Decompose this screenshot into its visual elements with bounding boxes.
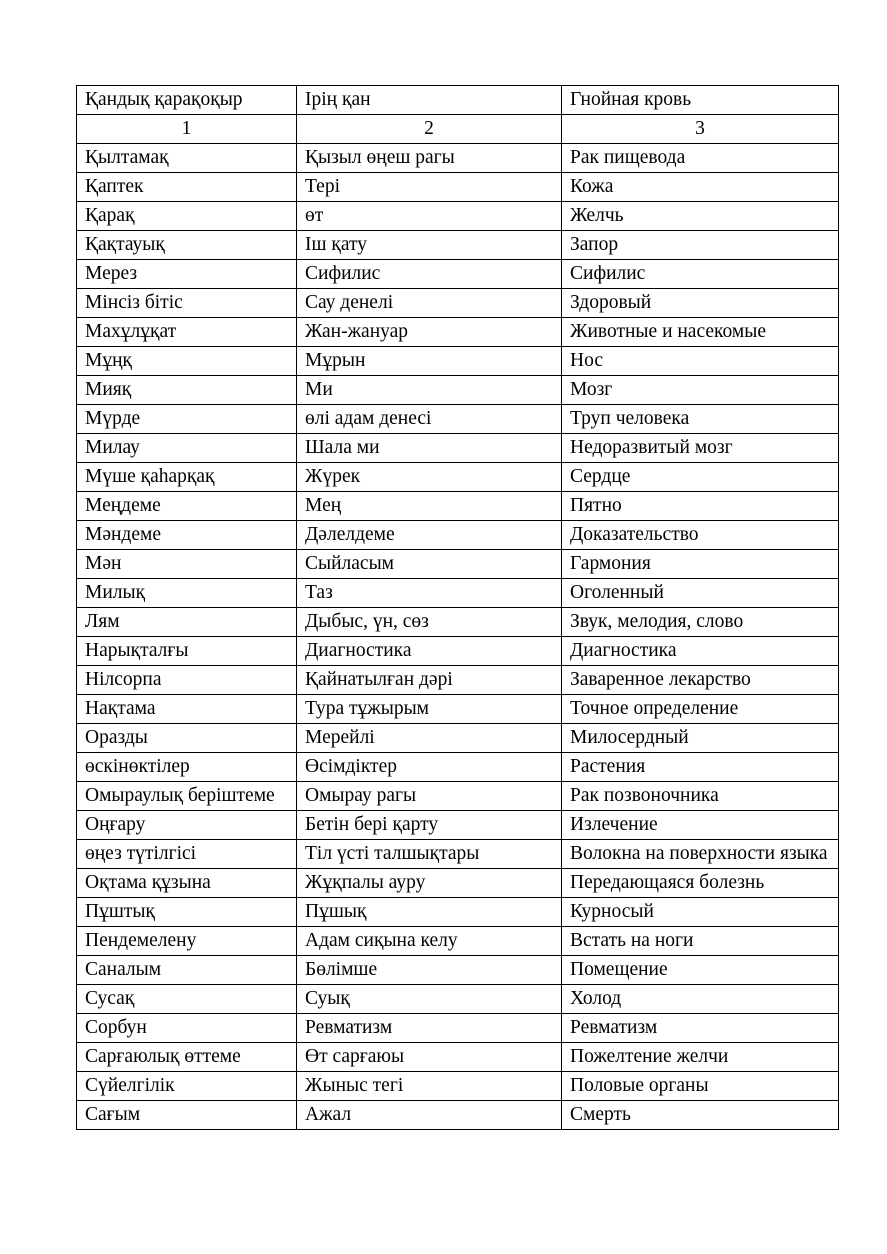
cell-kazakh-term: Омыраулық беріштеме (77, 782, 297, 811)
column-number-1: 1 (77, 115, 297, 144)
table-row (77, 376, 839, 405)
cell-russian-meaning: Рак позвоночника (562, 782, 839, 811)
cell-russian-meaning: Встать на ноги (562, 927, 839, 956)
column-number-2: 2 (297, 115, 562, 144)
cell-kazakh-meaning: Адам сиқына келу (297, 927, 562, 956)
cell-kazakh-meaning: Дыбыс, үн, сөз (297, 608, 562, 637)
glossary-table-body (77, 86, 839, 1130)
cell-kazakh-meaning: Сау денелі (297, 289, 562, 318)
table-row (77, 666, 839, 695)
cell-kazakh-meaning: Қызыл өңеш рагы (297, 144, 562, 173)
table-row (77, 985, 839, 1014)
table-row (77, 637, 839, 666)
cell-kazakh-meaning: Ажал (297, 1101, 562, 1130)
cell-kazakh-term: Оқтама құзына (77, 869, 297, 898)
table-row (77, 579, 839, 608)
cell-russian-meaning: Кожа (562, 173, 839, 202)
cell-russian-meaning: Излечение (562, 811, 839, 840)
cell-kazakh-meaning: Пұшық (297, 898, 562, 927)
table-row (77, 898, 839, 927)
cell-russian-meaning: Заваренное лекарство (562, 666, 839, 695)
table-row (77, 260, 839, 289)
cell-russian-meaning: Нос (562, 347, 839, 376)
header-cell-kazakh-meaning: Ірің қан (297, 86, 562, 115)
table-row (77, 1043, 839, 1072)
table-row (77, 724, 839, 753)
cell-russian-meaning: Милосердный (562, 724, 839, 753)
cell-kazakh-term: өңез түтілгісі (77, 840, 297, 869)
cell-kazakh-meaning: Мерейлі (297, 724, 562, 753)
cell-russian-meaning: Оголенный (562, 579, 839, 608)
table-row (77, 811, 839, 840)
cell-russian-meaning: Желчь (562, 202, 839, 231)
cell-russian-meaning: Запор (562, 231, 839, 260)
cell-russian-meaning: Пятно (562, 492, 839, 521)
cell-kazakh-meaning: Мұрын (297, 347, 562, 376)
cell-kazakh-term: Қарақ (77, 202, 297, 231)
cell-kazakh-meaning: Таз (297, 579, 562, 608)
cell-kazakh-meaning: Жұқпалы ауру (297, 869, 562, 898)
cell-russian-meaning: Гармония (562, 550, 839, 579)
cell-kazakh-term: Лям (77, 608, 297, 637)
cell-kazakh-term: Сарғаюлық өттеме (77, 1043, 297, 1072)
cell-kazakh-term: Нарықталғы (77, 637, 297, 666)
table-row (77, 347, 839, 376)
cell-kazakh-term: Сусақ (77, 985, 297, 1014)
cell-kazakh-term: Мәндеме (77, 521, 297, 550)
cell-kazakh-meaning: Жүрек (297, 463, 562, 492)
cell-kazakh-meaning: Бөлімше (297, 956, 562, 985)
cell-kazakh-term: өскінөктілер (77, 753, 297, 782)
table-row (77, 144, 839, 173)
cell-russian-meaning: Животные и насекомые (562, 318, 839, 347)
cell-kazakh-meaning: Шала ми (297, 434, 562, 463)
table-row (77, 434, 839, 463)
cell-kazakh-meaning: Суық (297, 985, 562, 1014)
table-row (77, 927, 839, 956)
table-row (77, 463, 839, 492)
cell-russian-meaning: Диагностика (562, 637, 839, 666)
cell-kazakh-meaning: Тура тұжырым (297, 695, 562, 724)
column-number-3: 3 (562, 115, 839, 144)
table-row (77, 869, 839, 898)
cell-russian-meaning: Холод (562, 985, 839, 1014)
table-row (77, 492, 839, 521)
cell-kazakh-term: Саналым (77, 956, 297, 985)
header-cell-kazakh-term: Қандық қарақоқыр (77, 86, 297, 115)
cell-kazakh-meaning: Бетін бері қарту (297, 811, 562, 840)
glossary-table (76, 85, 839, 1130)
cell-kazakh-term: Сорбун (77, 1014, 297, 1043)
cell-russian-meaning: Помещение (562, 956, 839, 985)
cell-kazakh-meaning: Іш қату (297, 231, 562, 260)
cell-kazakh-term: Нақтама (77, 695, 297, 724)
cell-kazakh-term: Мұңқ (77, 347, 297, 376)
table-row (77, 753, 839, 782)
cell-kazakh-term: Пендемелену (77, 927, 297, 956)
table-row (77, 782, 839, 811)
cell-russian-meaning: Смерть (562, 1101, 839, 1130)
cell-russian-meaning: Рак пищевода (562, 144, 839, 173)
cell-russian-meaning: Сифилис (562, 260, 839, 289)
cell-russian-meaning: Звук, мелодия, слово (562, 608, 839, 637)
cell-kazakh-term: Милау (77, 434, 297, 463)
header-cell-russian-meaning: Гнойная кровь (562, 86, 839, 115)
cell-kazakh-term: Мүрде (77, 405, 297, 434)
cell-russian-meaning: Передающаяся болезнь (562, 869, 839, 898)
cell-russian-meaning: Ревматизм (562, 1014, 839, 1043)
cell-kazakh-meaning: Мең (297, 492, 562, 521)
cell-kazakh-meaning: Сыйласым (297, 550, 562, 579)
cell-russian-meaning: Точное определение (562, 695, 839, 724)
cell-kazakh-meaning: Қайнатылған дәрі (297, 666, 562, 695)
cell-russian-meaning: Мозг (562, 376, 839, 405)
cell-kazakh-meaning: Өт сарғаюы (297, 1043, 562, 1072)
table-row (77, 550, 839, 579)
table-row (77, 521, 839, 550)
cell-kazakh-meaning: Ревматизм (297, 1014, 562, 1043)
table-row (77, 1101, 839, 1130)
table-row (77, 318, 839, 347)
cell-kazakh-term: Оразды (77, 724, 297, 753)
cell-kazakh-meaning: Жан-жануар (297, 318, 562, 347)
table-row (77, 840, 839, 869)
table-row (77, 289, 839, 318)
table-row (77, 695, 839, 724)
cell-kazakh-meaning: Омырау рагы (297, 782, 562, 811)
table-header-row (77, 86, 839, 115)
cell-kazakh-meaning: Сифилис (297, 260, 562, 289)
cell-russian-meaning: Курносый (562, 898, 839, 927)
table-row (77, 1014, 839, 1043)
cell-kazakh-term: Қылтамақ (77, 144, 297, 173)
cell-kazakh-term: Мүше қаһарқақ (77, 463, 297, 492)
cell-kazakh-meaning: Дәлелдеме (297, 521, 562, 550)
cell-kazakh-term: Қаптек (77, 173, 297, 202)
cell-kazakh-term: Пұштық (77, 898, 297, 927)
cell-kazakh-meaning: өлі адам денесі (297, 405, 562, 434)
cell-russian-meaning: Труп человека (562, 405, 839, 434)
cell-kazakh-term: Мән (77, 550, 297, 579)
cell-kazakh-meaning: Тіл үсті талшықтары (297, 840, 562, 869)
table-row (77, 608, 839, 637)
cell-kazakh-term: Мияқ (77, 376, 297, 405)
table-row (77, 405, 839, 434)
cell-kazakh-meaning: Ми (297, 376, 562, 405)
table-row (77, 173, 839, 202)
cell-russian-meaning: Недоразвитый мозг (562, 434, 839, 463)
cell-russian-meaning: Сердце (562, 463, 839, 492)
cell-kazakh-term: Нілсорпа (77, 666, 297, 695)
table-row (77, 956, 839, 985)
cell-kazakh-meaning: Өсімдіктер (297, 753, 562, 782)
table-row (77, 1072, 839, 1101)
cell-russian-meaning: Пожелтение желчи (562, 1043, 839, 1072)
table-row (77, 202, 839, 231)
cell-russian-meaning: Здоровый (562, 289, 839, 318)
cell-kazakh-term: Оңғару (77, 811, 297, 840)
cell-russian-meaning: Половые органы (562, 1072, 839, 1101)
cell-russian-meaning: Волокна на поверхности языка (562, 840, 839, 869)
column-number-row (77, 115, 839, 144)
cell-kazakh-term: Мерез (77, 260, 297, 289)
cell-kazakh-term: Милық (77, 579, 297, 608)
cell-kazakh-term: Сағым (77, 1101, 297, 1130)
cell-kazakh-meaning: Жыныс тегі (297, 1072, 562, 1101)
cell-kazakh-term: Меңдеме (77, 492, 297, 521)
cell-kazakh-term: Махұлұқат (77, 318, 297, 347)
cell-kazakh-meaning: өт (297, 202, 562, 231)
table-row (77, 231, 839, 260)
cell-russian-meaning: Растения (562, 753, 839, 782)
cell-russian-meaning: Доказательство (562, 521, 839, 550)
cell-kazakh-term: Қақтауық (77, 231, 297, 260)
cell-kazakh-term: Мінсіз бітіс (77, 289, 297, 318)
cell-kazakh-meaning: Тері (297, 173, 562, 202)
cell-kazakh-meaning: Диагностика (297, 637, 562, 666)
cell-kazakh-term: Сүйелгілік (77, 1072, 297, 1101)
